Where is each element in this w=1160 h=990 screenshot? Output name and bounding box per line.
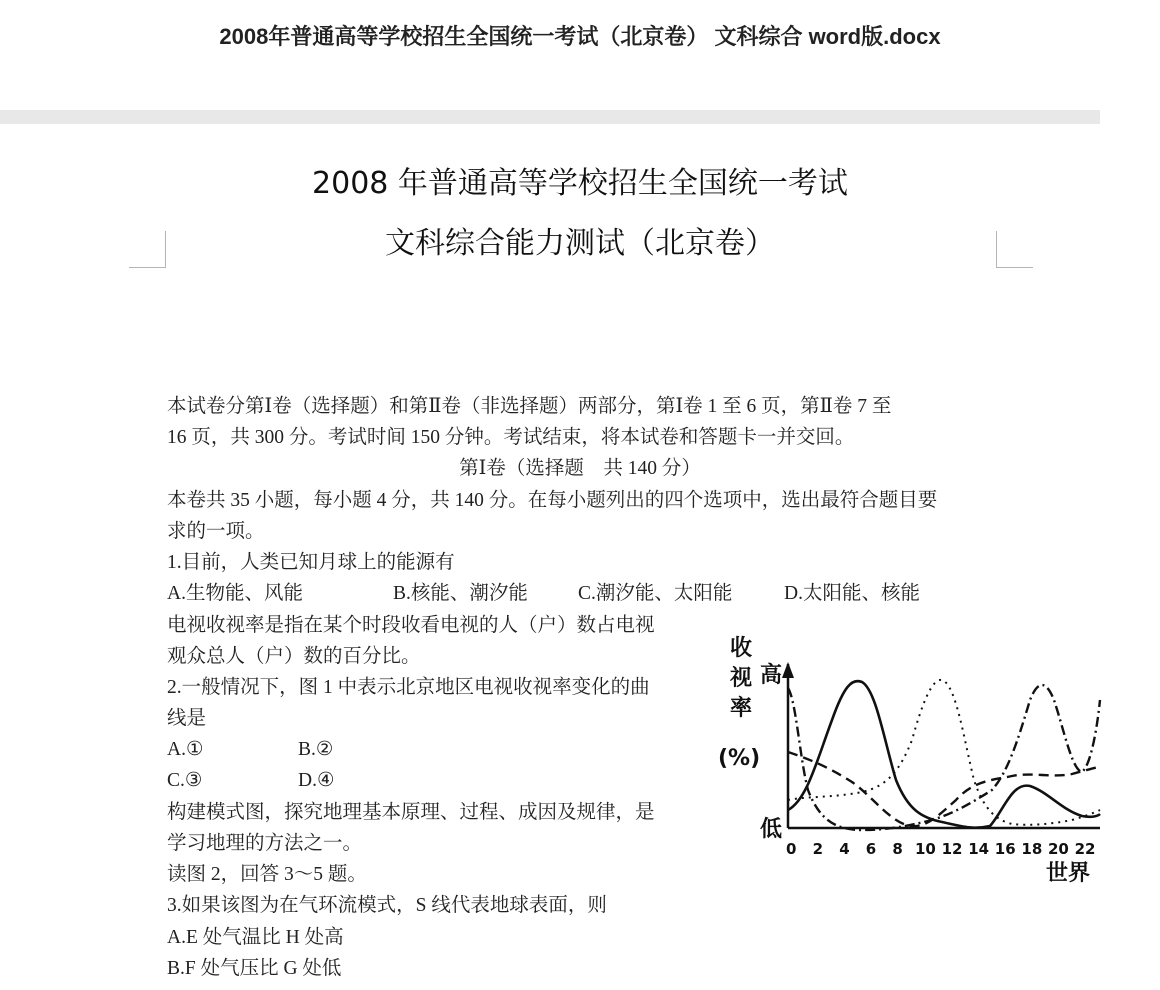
q2-option-d: D.④: [298, 770, 335, 791]
doc-title-line1: 2008 年普通高等学校招生全国统一考试: [312, 166, 848, 201]
q2-options-row1: [0, 737, 700, 763]
x-tick-label: 10: [915, 840, 936, 858]
q3-stem: 3.如果该图为在气环流模式，S 线代表地球表面，则: [167, 895, 607, 916]
tv-intro-line2: 观众总人（户）数的百分比。: [167, 646, 421, 667]
axis-y-arrow-icon: [782, 662, 794, 678]
x-tick-label: 22: [1074, 840, 1096, 858]
q1-option-b: B.核能、潮汐能: [393, 583, 528, 604]
q1-options: [0, 581, 1100, 607]
q3-option-b: B.F 处气压比 G 处低: [167, 958, 342, 979]
curve-1-solid: [788, 681, 1100, 828]
page-gutter: [0, 110, 1100, 124]
x-tick-label: 6: [865, 840, 877, 858]
q1-option-d: D.太阳能、核能: [784, 583, 920, 604]
x-tick-label: 16: [994, 840, 1016, 858]
x-tick-label: 12: [941, 840, 963, 858]
y-high-label: 高: [760, 663, 783, 688]
y-axis-label-top: 收: [730, 636, 753, 661]
figure-1-lower-svg: [712, 636, 1100, 890]
section-heading: 第Ⅰ卷（选择题 共 140 分）: [459, 458, 701, 479]
q1-stem: 1.目前，人类已知月球上的能源有: [167, 552, 455, 573]
model-line2: 学习地理的方法之一。: [167, 833, 363, 854]
section-intro-line2: 求的一项。: [167, 521, 265, 542]
read-instruction: 读图 2，回答 3～5 题。: [167, 864, 367, 885]
q3-option-a: A.E 处气温比 H 处高: [167, 927, 344, 948]
q1-option-c: C.潮汐能、太阳能: [578, 583, 733, 604]
figure-1-lower: [712, 636, 1100, 890]
q2-option-b: B.②: [298, 739, 334, 760]
section-intro-line1: 本卷共 35 小题，每小题 4 分，共 140 分。在每小题列出的四个选项中，选出最符合题目要: [167, 490, 938, 511]
x-tick-label: 14: [968, 840, 990, 858]
x-axis-ticks: [786, 840, 1095, 858]
x-tick-label: 0: [786, 840, 797, 858]
document-filename: 2008年普通高等学校招生全国统一考试（北京卷） 文科综合 word版.docx: [219, 24, 941, 49]
q2-stem-line2: 线是: [167, 708, 207, 729]
x-tick-label: 2: [812, 840, 824, 858]
q2-stem-line1: 2.一般情况下，图 1 中表示北京地区电视收视率变化的曲: [167, 677, 650, 698]
y-axis-label-bottom: 率: [730, 696, 753, 721]
q2-option-c: C.③: [167, 770, 203, 791]
y-axis-unit: (%): [718, 746, 761, 771]
intro-line1: 本试卷分第Ⅰ卷（选择题）和第Ⅱ卷（非选择题）两部分，第Ⅰ卷 1 至 6 页，第Ⅱ卷 7 至: [167, 396, 892, 417]
q1-option-a: A.生物能、风能: [167, 583, 303, 604]
q2-options-row2: [0, 768, 700, 794]
curve-4-dashdot: [788, 685, 1100, 830]
x-tick-label: 20: [1048, 840, 1069, 858]
intro-line2: 16 页，共 300 分。考试时间 150 分钟。考试结束，将本试卷和答题卡一并交回。: [167, 427, 855, 448]
y-low-label: 低: [760, 817, 783, 842]
curve-3-dotted: [788, 680, 1100, 825]
title-bar: [0, 0, 1100, 110]
tv-intro-line1: 电视收视率是指在某个时段收看电视的人（户）数占电视: [167, 615, 655, 636]
x-tick-label: 4: [839, 840, 850, 858]
y-axis-label-mid: 视: [730, 666, 753, 691]
x-tick-label: 18: [1021, 840, 1043, 858]
x-axis-caption: 世界: [1046, 861, 1091, 886]
x-tick-label: 8: [892, 840, 903, 858]
model-line1: 构建模式图，探究地理基本原理、过程、成因及规律，是: [167, 802, 655, 823]
doc-title-line2: 文科综合能力测试（北京卷）: [385, 226, 775, 261]
q2-option-a: A.①: [167, 739, 204, 760]
